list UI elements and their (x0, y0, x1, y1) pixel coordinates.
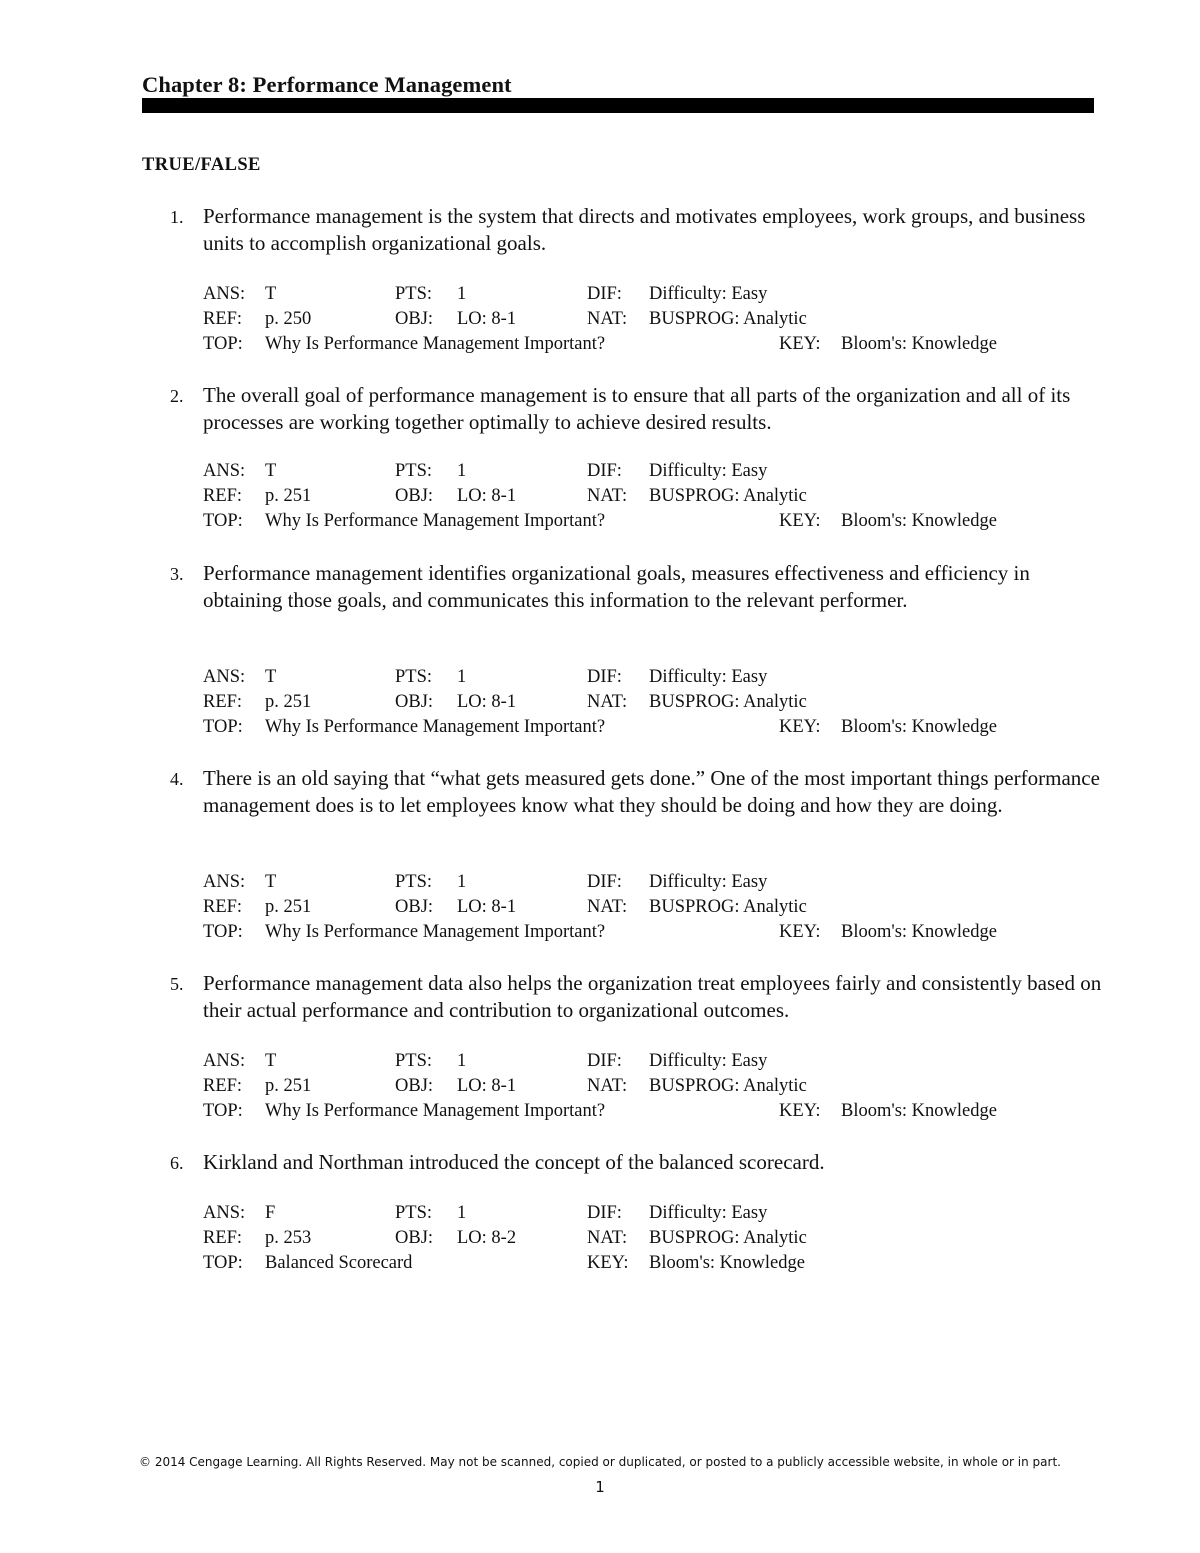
top-label: TOP: (203, 511, 243, 531)
dif-label: DIF: (587, 1051, 622, 1071)
chapter-title: Chapter 8: Performance Management (142, 72, 512, 97)
key-label: KEY: (779, 334, 821, 354)
nat-value: BUSPROG: Analytic (649, 692, 807, 712)
key-value: Bloom's: Knowledge (841, 922, 997, 942)
ans-label: ANS: (203, 461, 246, 481)
obj-label: OBJ: (395, 692, 434, 712)
key-label: KEY: (779, 511, 821, 531)
question-number: 3. (170, 564, 184, 584)
ans-label: ANS: (203, 872, 246, 892)
top-value: Why Is Performance Management Important? (265, 334, 606, 354)
key-label: KEY: (587, 1253, 629, 1273)
question-number: 1. (170, 207, 184, 227)
question-text: Performance management data also helps the organization treat employees fairly and consistently based on their actual performance and contribution to organizational outcomes. (203, 971, 1102, 1022)
nat-value: BUSPROG: Analytic (649, 1228, 807, 1248)
key-label: KEY: (779, 922, 821, 942)
nat-value: BUSPROG: Analytic (649, 897, 807, 917)
title-rule (142, 98, 1094, 113)
ans-label: ANS: (203, 284, 246, 304)
dif-value: Difficulty: Easy (649, 1203, 768, 1223)
key-value: Bloom's: Knowledge (841, 334, 997, 354)
top-value: Why Is Performance Management Important? (265, 717, 606, 737)
dif-value: Difficulty: Easy (649, 872, 768, 892)
question-meta (203, 1049, 1103, 1124)
question-6 (142, 1149, 1102, 1273)
question-text: Performance management identifies organizational goals, measures effectiveness and efficiency in obtaining those goals, and communicates this information to the relevant performer. (203, 561, 1030, 612)
pts-label: PTS: (395, 667, 433, 687)
ans-value: T (265, 461, 277, 481)
ans-value: F (265, 1203, 276, 1223)
ans-value: T (265, 872, 277, 892)
pts-label: PTS: (395, 872, 433, 892)
pts-label: PTS: (395, 461, 433, 481)
pts-label: PTS: (395, 284, 433, 304)
ans-value: T (265, 667, 277, 687)
question-2 (142, 382, 1102, 531)
key-value: Bloom's: Knowledge (841, 511, 997, 531)
ref-label: REF: (203, 897, 243, 917)
pts-label: PTS: (395, 1203, 433, 1223)
dif-value: Difficulty: Easy (649, 1051, 768, 1071)
question-4 (142, 765, 1102, 942)
nat-label: NAT: (587, 1076, 628, 1096)
top-value: Balanced Scorecard (265, 1253, 413, 1273)
nat-label: NAT: (587, 1228, 628, 1248)
obj-value: LO: 8-1 (457, 692, 517, 712)
question-number: 6. (170, 1153, 184, 1173)
pts-value: 1 (457, 1051, 467, 1071)
pts-value: 1 (457, 284, 467, 304)
obj-value: LO: 8-1 (457, 1076, 517, 1096)
question-5 (142, 970, 1102, 1121)
question-number: 4. (170, 769, 184, 789)
dif-value: Difficulty: Easy (649, 284, 768, 304)
ref-value: p. 251 (265, 486, 312, 506)
pts-value: 1 (457, 1203, 467, 1223)
key-label: KEY: (779, 1101, 821, 1121)
key-value: Bloom's: Knowledge (841, 1101, 997, 1121)
ref-value: p. 251 (265, 1076, 312, 1096)
ans-value: T (265, 284, 277, 304)
nat-value: BUSPROG: Analytic (649, 309, 807, 329)
question-text: There is an old saying that “what gets measured gets done.” One of the most important things performance management does is to let employees know what they should be doing and how they are doing. (203, 766, 1100, 817)
dif-label: DIF: (587, 1203, 622, 1223)
ref-label: REF: (203, 309, 243, 329)
question-number: 5. (170, 974, 184, 994)
pts-value: 1 (457, 461, 467, 481)
ans-label: ANS: (203, 1051, 246, 1071)
obj-value: LO: 8-1 (457, 897, 517, 917)
question-1 (142, 203, 1102, 354)
question-number: 2. (170, 386, 184, 406)
obj-label: OBJ: (395, 486, 434, 506)
dif-value: Difficulty: Easy (649, 667, 768, 687)
nat-value: BUSPROG: Analytic (649, 486, 807, 506)
page-number: 1 (595, 1478, 605, 1496)
section-heading: TRUE/FALSE (142, 155, 261, 175)
obj-value: LO: 8-1 (457, 309, 517, 329)
dif-value: Difficulty: Easy (649, 461, 768, 481)
top-label: TOP: (203, 334, 243, 354)
ref-label: REF: (203, 692, 243, 712)
obj-label: OBJ: (395, 1228, 434, 1248)
ans-label: ANS: (203, 667, 246, 687)
obj-label: OBJ: (395, 1076, 434, 1096)
obj-value: LO: 8-1 (457, 486, 517, 506)
question-text: Kirkland and Northman introduced the concept of the balanced scorecard. (203, 1150, 825, 1174)
question-meta (203, 870, 1103, 945)
key-value: Bloom's: Knowledge (841, 717, 997, 737)
ref-value: p. 251 (265, 897, 312, 917)
nat-label: NAT: (587, 309, 628, 329)
nat-value: BUSPROG: Analytic (649, 1076, 807, 1096)
footer-copyright: © 2014 Cengage Learning. All Rights Reserved. May not be scanned, copied or duplicated, or posted to a publicly accessible website, in whole or in part. (139, 1455, 1061, 1469)
question-meta (203, 1201, 1103, 1276)
top-value: Why Is Performance Management Important? (265, 1101, 606, 1121)
obj-label: OBJ: (395, 897, 434, 917)
ref-label: REF: (203, 1076, 243, 1096)
ref-label: REF: (203, 486, 243, 506)
question-text: The overall goal of performance management is to ensure that all parts of the organization and all of its processes are working together optimally to achieve desired results. (203, 383, 1071, 434)
question-text: Performance management is the system that directs and motivates employees, work groups, and business units to accomplish organizational goals. (203, 204, 1086, 255)
question-meta (203, 665, 1103, 740)
top-label: TOP: (203, 1253, 243, 1273)
question-meta (203, 282, 1103, 357)
ref-value: p. 251 (265, 692, 312, 712)
question-meta (203, 459, 1103, 534)
top-label: TOP: (203, 717, 243, 737)
key-value: Bloom's: Knowledge (649, 1253, 805, 1273)
nat-label: NAT: (587, 897, 628, 917)
ans-label: ANS: (203, 1203, 246, 1223)
pts-value: 1 (457, 872, 467, 892)
dif-label: DIF: (587, 667, 622, 687)
pts-value: 1 (457, 667, 467, 687)
ref-value: p. 250 (265, 309, 312, 329)
top-value: Why Is Performance Management Important? (265, 511, 606, 531)
dif-label: DIF: (587, 461, 622, 481)
obj-label: OBJ: (395, 309, 434, 329)
nat-label: NAT: (587, 692, 628, 712)
dif-label: DIF: (587, 284, 622, 304)
ans-value: T (265, 1051, 277, 1071)
top-label: TOP: (203, 1101, 243, 1121)
key-label: KEY: (779, 717, 821, 737)
ref-label: REF: (203, 1228, 243, 1248)
ref-value: p. 253 (265, 1228, 312, 1248)
question-3 (142, 560, 1102, 737)
nat-label: NAT: (587, 486, 628, 506)
obj-value: LO: 8-2 (457, 1228, 517, 1248)
top-label: TOP: (203, 922, 243, 942)
pts-label: PTS: (395, 1051, 433, 1071)
dif-label: DIF: (587, 872, 622, 892)
top-value: Why Is Performance Management Important? (265, 922, 606, 942)
